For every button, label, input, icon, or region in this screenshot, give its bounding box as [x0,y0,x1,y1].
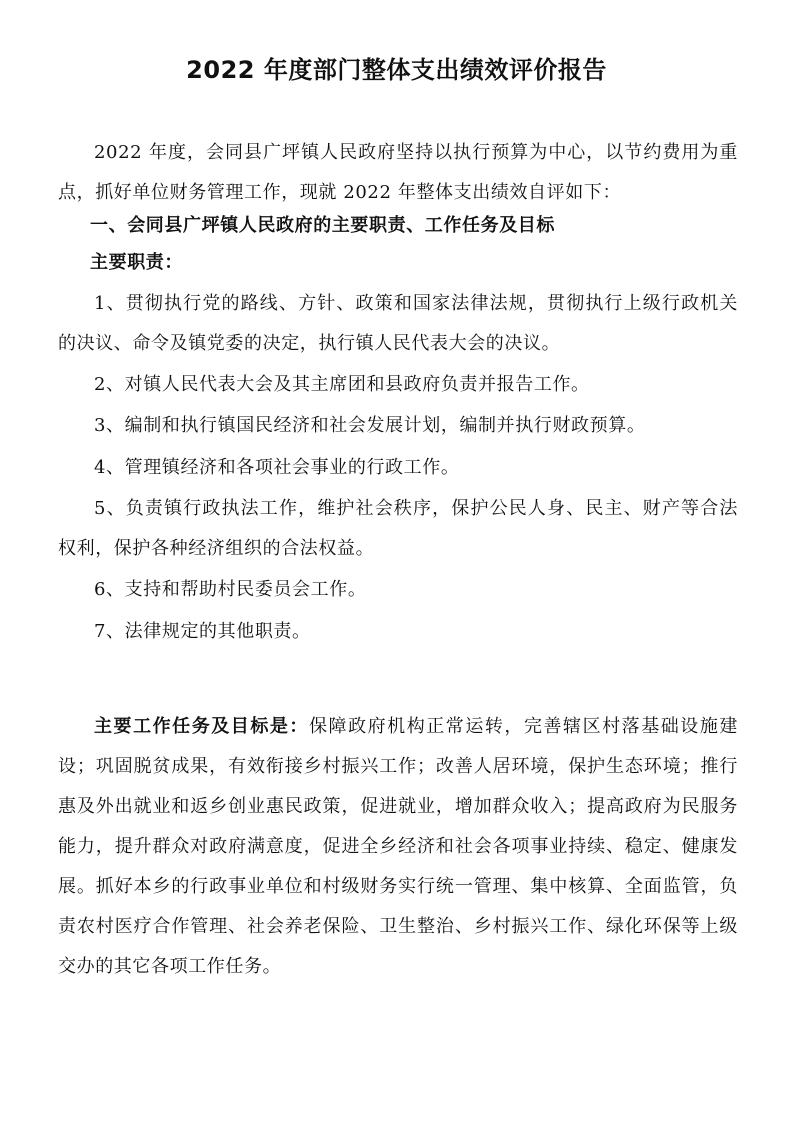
tasks-lead: 主要工作任务及目标是： [94,716,309,737]
duty-item: 2、对镇人民代表大会及其主席团和县政府负责并报告工作。 [94,374,590,395]
duty-item: 6、支持和帮助村民委员会工作。 [94,579,367,600]
document-title: 2022 年度部门整体支出绩效评价报告 [186,56,607,84]
tasks-paragraph [58,707,738,987]
duty-item: 7、法律规定的其他职责。 [94,621,311,642]
section-heading: 一、会同县广坪镇人民政府的主要职责、工作任务及目标 [90,215,555,236]
duties-heading: 主要职责： [90,252,183,273]
duty-item: 3、编制和执行镇国民经济和社会发展计划，编制并执行财政预算。 [94,415,646,436]
intro-paragraph: 2022 年度，会同县广坪镇人民政府坚持以执行预算为中心，以节约费用为重点，抓好单位财务管理工作，现就 2022 年整体支出绩效自评如下： [58,142,738,203]
duty-item: 5、负责镇行政执法工作，维护社会秩序，保护公民人身、民主、财产等合法权利，保护各种经济组织的合法权益。 [58,498,738,559]
duty-item: 4、管理镇经济和各项社会事业的行政工作。 [94,457,460,478]
tasks-text: 保障政府机构正常运转，完善辖区村落基础设施建设；巩固脱贫成果，有效衔接乡村振兴工作；改善人居环境，保护生态环境；推行惠及外出就业和返乡创业惠民政策，促进就业，增加群众收入；提高政府为民服务能力，提升群众对政府满意度，促进全乡经济和社会各项事业持续、稳定、健康发展。抓好本乡的行政事业单位和村级财务实行统一管理、集中核算、全面监管，负责农村医疗合作管理、社会养老保险、卫生整治、乡村振兴工作、绿化环保等上级交办的其它各项工作任务。 [58,716,738,977]
duty-item: 1、贯彻执行党的路线、方针、政策和国家法律法规，贯彻执行上级行政机关的决议、命令及镇党委的决定，执行镇人民代表大会的决议。 [58,293,738,354]
